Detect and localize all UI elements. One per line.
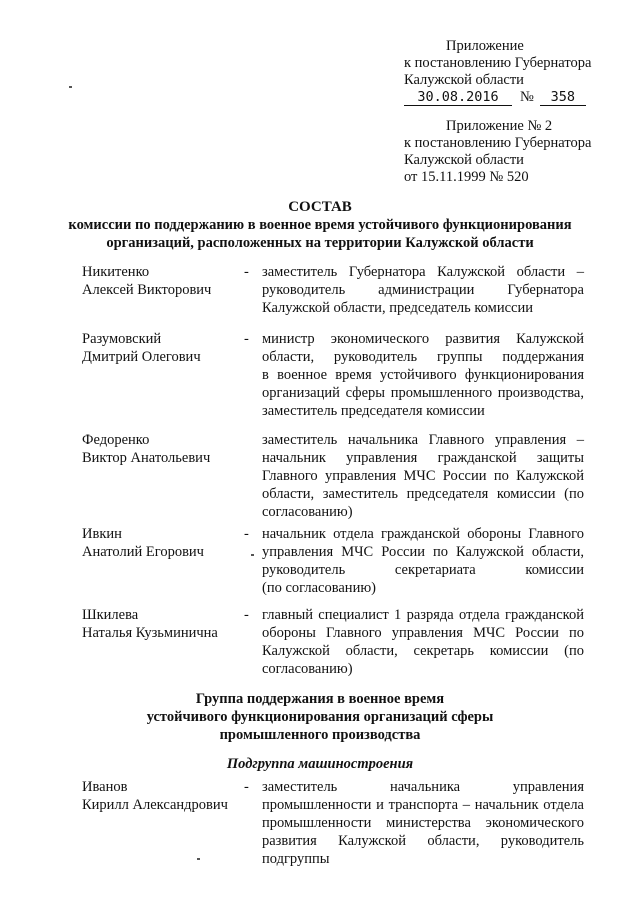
member-dash: - (244, 264, 249, 280)
role-line: начальник отдела гражданской обороны Главного (262, 526, 584, 542)
member-surname: Шкилева (82, 607, 139, 623)
role-line: заместитель председателя комиссии (262, 403, 485, 419)
role-line: руководитель администрации Губернатора (262, 282, 584, 298)
member-surname: Разумовский (82, 331, 162, 347)
appendix-original-block (404, 118, 594, 186)
role-line: Главного управления МЧС России по Калужской (262, 468, 584, 484)
document-subtitle-line1: комиссии по поддержанию в военное время устойчивого функционирования (68, 217, 572, 233)
role-line: согласованию) (262, 661, 353, 677)
member-given-names: Наталья Кузьминична (82, 625, 218, 641)
group-heading-line3: промышленного производства (219, 727, 421, 743)
role-line: промышленности министерства экономического (262, 815, 584, 831)
member-name (82, 263, 242, 299)
role-line: организаций сферы промышленного производства, (262, 385, 584, 401)
member-name (82, 431, 242, 467)
member-surname: Ивкин (82, 526, 122, 542)
appendix-date-line (404, 89, 594, 106)
member-dash: - (244, 779, 249, 795)
member-name (82, 330, 242, 366)
member-dash: - (244, 526, 249, 542)
document-title: СОСТАВ (288, 199, 352, 215)
appendix-date: 30.08.2016 (404, 90, 512, 106)
member-role (262, 525, 584, 597)
appendix-region: Калужской области (404, 72, 524, 88)
member-given-names: Дмитрий Олегович (82, 349, 201, 365)
role-line: области, руководитель группы поддержания (262, 349, 584, 365)
member-given-names: Алексей Викторович (82, 282, 212, 298)
member-name (82, 606, 242, 642)
appendix-current-block (404, 38, 594, 106)
role-line: области, заместитель председателя комиссии (по (262, 486, 584, 502)
member-given-names: Анатолий Егорович (82, 544, 204, 560)
role-line: руководитель секретариата комиссии (262, 562, 584, 578)
document-subtitle-line2: организаций, расположенных на территории Калужской области (106, 235, 534, 251)
role-line: министр экономического развития Калужской (262, 331, 584, 347)
appendix2-date-line: от 15.11.1999 № 520 (404, 169, 529, 185)
role-line: промышленности и транспорта – начальник отдела (262, 797, 584, 813)
group-heading-line2: устойчивого функционирования организаций сферы (146, 709, 494, 725)
role-line: (по согласованию) (262, 580, 376, 596)
role-line: главный специалист 1 разряда отдела гражданской (262, 607, 584, 623)
role-line: обороны Главного управления МЧС России по (262, 625, 584, 641)
member-name (82, 525, 242, 561)
member-given-names: Кирилл Александрович (82, 797, 228, 813)
group-heading-line1: Группа поддержания в военное время (195, 691, 445, 707)
role-line: Калужской области, секретарь комиссии (по (262, 643, 584, 659)
role-line: в военное время устойчивого функционирования (262, 367, 584, 383)
member-given-names: Виктор Анатольевич (82, 450, 211, 466)
scan-speck (197, 858, 200, 860)
member-dash: - (244, 607, 249, 623)
scan-speck (69, 86, 72, 88)
appendix2-region: Калужской области (404, 152, 524, 168)
member-role (262, 263, 584, 317)
member-role (262, 778, 584, 868)
scan-speck (251, 554, 254, 556)
member-surname: Федоренко (82, 432, 150, 448)
role-line: заместитель Губернатора Калужской области – (262, 264, 584, 280)
member-role (262, 431, 584, 521)
appendix-number: 358 (540, 90, 586, 106)
member-surname: Иванов (82, 779, 128, 795)
role-line: согласованию) (262, 504, 353, 520)
member-surname: Никитенко (82, 264, 150, 280)
appendix-to-decree: к постановлению Губернатора (404, 55, 592, 71)
appendix-title: Приложение (446, 38, 524, 54)
role-line: управления МЧС России по Калужской области, (262, 544, 584, 560)
member-dash: - (244, 331, 249, 347)
role-line: развития Калужской области, руководитель (262, 833, 584, 849)
role-line: подгруппы (262, 851, 330, 867)
subgroup-title: Подгруппа машиностроения (226, 756, 414, 772)
appendix2-title: Приложение № 2 (446, 118, 553, 134)
member-name (82, 778, 242, 814)
member-role (262, 330, 584, 420)
role-line: заместитель начальника управления (262, 779, 584, 795)
role-line: начальник управления гражданской защиты (262, 450, 584, 466)
number-sign: № (520, 89, 534, 105)
role-line: Калужской области, председатель комиссии (262, 300, 533, 316)
member-role (262, 606, 584, 678)
role-line: заместитель начальника Главного управления – (262, 432, 584, 448)
appendix2-to-decree: к постановлению Губернатора (404, 135, 592, 151)
